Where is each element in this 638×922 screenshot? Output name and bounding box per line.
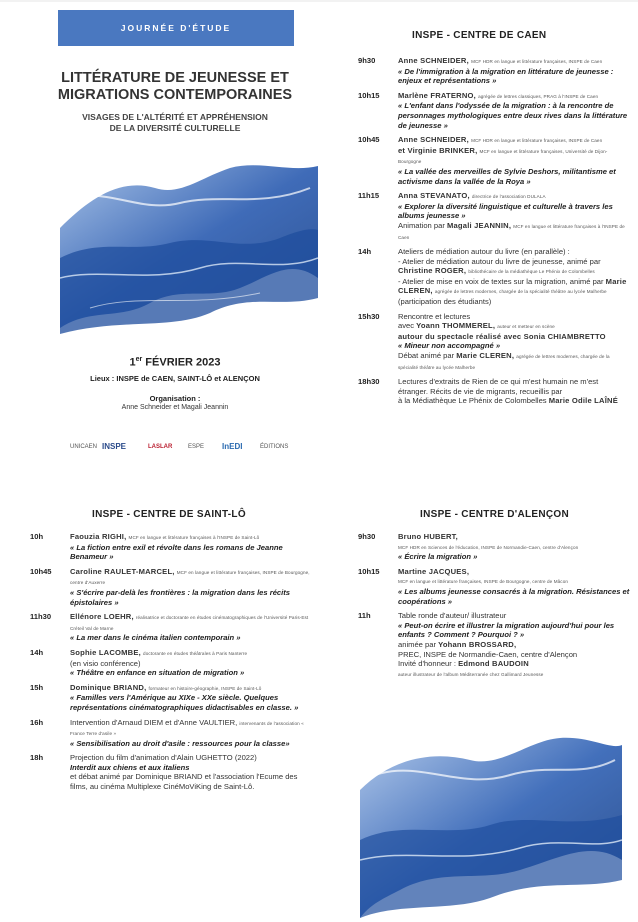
session-line (398, 650, 630, 660)
session-details (70, 532, 312, 562)
programme-row (358, 91, 630, 130)
session-line (398, 532, 630, 542)
speaker-affiliation: formateur en histoire-géographie, INSPE de Saint-Lô (148, 685, 262, 691)
talk-title: « De l'immigration à la migration en littérature de jeunesse : enjeux et représentations » (398, 66, 614, 86)
session-details (70, 648, 312, 678)
line-text: Intervention d'Arnaud DIEM et d'Anne VAULTIER, (70, 717, 238, 727)
speaker-affiliation: agrégée de lettres classiques, PRAG à l'INSPE de Caen (478, 93, 599, 99)
session-details (70, 683, 312, 713)
talk-title: Interdit aux chiens et aux italiens (70, 762, 190, 772)
poster-subtitle (40, 112, 310, 134)
line-text: Invité d'honneur : (398, 659, 457, 669)
speaker-affiliation: MCF HDR en Sciences de l'éducation, INSPE de Normandie-Caen, centre d'Alençon (398, 544, 579, 550)
session-line (70, 683, 312, 694)
line-text: - Atelier de médiation autour du livre de jeunesse, animé par (398, 256, 601, 266)
session-line (398, 542, 630, 553)
session-time: 15h30 (358, 311, 380, 321)
section-title-saint-lo: INSPE - CENTRE DE SAINT-LÔ (92, 509, 246, 520)
session-line (398, 202, 630, 221)
speaker-name: Faouzia RIGHI, (70, 532, 127, 541)
partner-logos (70, 436, 290, 462)
line-text: et débat animé par Dominique BRIAND et l'association l'Ecume des films, au cinéma Multiplexe CinéMoViKing de Saint-Lô. (70, 772, 298, 792)
session-line (398, 257, 630, 277)
section-title-caen: INSPE - CENTRE DE CAEN (412, 30, 547, 41)
talk-title: « Peut-on écrire et illustrer la migration aujourd'hui pour les enfants ? Comment ? Pourquoi ? » (398, 620, 615, 640)
poster-title (40, 70, 310, 104)
session-line (70, 612, 312, 633)
caen-programme (358, 56, 630, 411)
session-time: 9h30 (358, 532, 376, 541)
subtitle-line-2: DE LA DIVERSITÉ CULTURELLE (109, 123, 241, 133)
speaker-affiliation: agrégée de lettres modernes, chargée de la spécialité théâtre au lycée Malherbe (398, 354, 610, 370)
programme-row (358, 611, 630, 679)
speaker-affiliation: directrice de l'association DULALA (471, 194, 546, 200)
session-line (70, 543, 312, 562)
programme-row (358, 312, 630, 373)
speaker-name: Magali JEANNIN, (446, 220, 512, 230)
saint-lo-programme (30, 532, 312, 797)
speaker-name: Yoann THOMMEREL, (416, 321, 496, 331)
session-details (398, 567, 630, 606)
date-day: 1 (129, 356, 136, 369)
speaker-affiliation: bibliothécaire de la médiathèque Le Phénix de Colombelles (468, 269, 595, 275)
speaker-name: autour du spectacle réalisé avec Sonia CHIAMBRETTO (398, 331, 606, 341)
session-time: 10h (30, 532, 44, 541)
session-details (398, 532, 630, 562)
session-line (70, 648, 312, 659)
logo-laslar: LASLAR (148, 444, 173, 450)
session-line (398, 91, 630, 102)
session-line (70, 567, 312, 588)
blue-wave-illustration-bottom (360, 730, 622, 918)
session-line (398, 146, 630, 167)
event-date (40, 356, 310, 369)
speaker-name: Edmond BAUDOIN (458, 659, 529, 669)
session-line (398, 377, 630, 396)
session-line (398, 576, 630, 587)
session-time: 10h15 (358, 566, 380, 576)
organisers: Anne Schneider et Magali Jeannin (121, 404, 229, 411)
session-line (398, 552, 630, 562)
session-details (70, 612, 312, 643)
session-details (70, 718, 312, 749)
talk-title: « L'enfant dans l'odyssée de la migration : à la rencontre de personnages mythologiques entre deux rives dans la littérature de jeunesse » (398, 101, 628, 130)
session-time: 10h45 (358, 135, 380, 145)
speaker-affiliation: auteur illustrateur de l'album Méditerranée chez Gallimard Jeunesse (398, 671, 544, 677)
session-time: 11h (358, 611, 371, 621)
session-line (398, 669, 630, 680)
title-line-1: LITTÉRATURE DE JEUNESSE ET (61, 70, 289, 86)
line-text: Table ronde d'auteur/ illustrateur (398, 611, 507, 621)
programme-row (30, 612, 312, 643)
subtitle-line-1: VISAGES DE L'ALTÉRITÉ ET APPRÉHENSION (82, 112, 268, 122)
speaker-name: Martine JACQUES, (398, 566, 470, 576)
session-details (398, 611, 630, 679)
speaker-name: Dominique BRIAND, (70, 682, 147, 692)
session-time: 16h (30, 717, 44, 727)
session-line (70, 718, 312, 739)
logo-editions: ÉDITIONS (260, 444, 289, 450)
programme-row (358, 191, 630, 242)
event-type-banner: JOURNÉE D'ÉTUDE (58, 10, 294, 46)
line-text: (participation des étudiants) (398, 297, 492, 307)
line-text: avec (398, 321, 415, 331)
session-line (70, 772, 312, 791)
programme-row (358, 135, 630, 186)
session-line (398, 167, 630, 186)
session-line (398, 247, 630, 257)
session-details (70, 567, 312, 607)
line-text: Rencontre et lectures (398, 311, 471, 321)
logo-inedi: InEDI (222, 442, 243, 451)
speaker-name: Sophie LACOMBE, (70, 647, 141, 657)
programme-row (358, 532, 630, 562)
talk-title: « Les albums jeunesse consacrés à la migration. Résistances et coopérations » (398, 586, 630, 606)
line-text: Animation par (398, 220, 445, 230)
speaker-affiliation: MCF en langue et littérature françaises à l'INSPE de Saint-Lô (128, 535, 260, 540)
speaker-name: Anne SCHNEIDER, (398, 56, 469, 65)
speaker-affiliation: intervenants de l'association « France Terre d'asile » (70, 720, 304, 737)
line-text: Débat animé par (398, 351, 455, 361)
talk-title: « Théâtre en enfance en situation de migration » (70, 668, 245, 678)
session-line (398, 621, 630, 640)
programme-row (358, 567, 630, 606)
session-line (398, 191, 630, 202)
speaker-affiliation: MCF en langue et littérature françaises, Université de Dijon-Bourgogne (398, 148, 608, 165)
section-title-alencon: INSPE - CENTRE D'ALENÇON (420, 509, 570, 520)
line-text: à la Médiathèque Le Phénix de Colombelles (398, 396, 547, 406)
programme-row (358, 247, 630, 307)
session-time: 14h (30, 647, 44, 657)
session-line (398, 297, 630, 307)
session-line (398, 341, 630, 351)
session-line (70, 693, 312, 712)
line-text: Projection du film d'animation d'Alain UGHETTO (2022) (70, 753, 257, 763)
session-time: 18h (30, 753, 44, 763)
session-line (398, 312, 630, 322)
line-text: - Atelier de mise en voix de textes sur la migration, animé par (398, 276, 604, 286)
talk-title: « Familles vers l'Amérique au XIXe - XXe siècle. Quelques représentations cinématographiques didactisables en classe. » (70, 693, 299, 712)
session-line (398, 659, 630, 669)
session-time: 11h15 (358, 191, 380, 201)
session-line (398, 351, 630, 372)
programme-row (30, 567, 312, 607)
session-details (398, 247, 630, 307)
title-line-2: MIGRATIONS CONTEMPORAINES (57, 87, 293, 103)
programme-row (30, 753, 312, 791)
talk-title: « La vallée des merveilles de Sylvie Deshors, militantisme et activisme dans la vallée de la Roya » (398, 166, 616, 186)
speaker-name: Marie CLEREN, (398, 276, 627, 296)
session-line (70, 763, 312, 773)
session-line (398, 321, 630, 332)
date-sup: er (135, 356, 143, 363)
session-line (398, 221, 630, 242)
speaker-affiliation: MCF en langue et littérature françaises, INSPE de Bourgogne, centre d'Auxerre (70, 569, 310, 586)
programme-row (30, 648, 312, 678)
logo-unicaen: UNICAEN (70, 444, 98, 450)
speaker-name: Ellénore LOEHR, (70, 612, 134, 622)
talk-title: « Explorer la diversité linguistique et culturelle à travers les albums jeunesse » (398, 201, 613, 221)
speaker-affiliation: MCF en langue et littérature françaises à l'INSPE de Caen (398, 223, 625, 240)
session-time: 10h15 (358, 90, 380, 100)
organisation-label: Organisation : (149, 394, 201, 403)
speaker-affiliation: MCF HDR en langue et littérature françaises, INSPE de Caen (471, 138, 603, 144)
line-text: Lectures d'extraits de Rien de ce qui m'est humain ne m'est étranger. Récits de vie de migrants, recueillis par (398, 377, 599, 396)
speaker-name: Anne SCHNEIDER, (398, 135, 469, 145)
session-line (70, 588, 312, 607)
session-time: 9h30 (358, 56, 376, 65)
session-time: 14h (358, 247, 372, 257)
speaker-affiliation: MCF en langue et littérature françaises, INSPE de Bourgogne, centre de Mâcon (398, 579, 569, 585)
programme-row (30, 718, 312, 749)
event-locations: Lieux : INSPE de CAEN, SAINT-LÔ et ALENÇON (90, 374, 260, 383)
session-line (70, 659, 312, 669)
session-line (70, 532, 312, 543)
speaker-name: et Virginie BRINKER, (398, 145, 478, 155)
session-time: 15h (30, 682, 44, 692)
talk-title: « Sensibilisation au droit d'asile : ressources pour la classe» (70, 738, 290, 748)
speaker-affiliation: réalisatrice et doctorante en études cinématographiques de l'Université Paris-Est Créteil Val de Marne (70, 615, 309, 631)
alencon-programme (358, 532, 630, 684)
speaker-name: Anna STEVANATO, (398, 191, 470, 201)
speaker-affiliation: MCF HDR en langue et littérature françaises, INSPE de Caen (471, 59, 603, 64)
session-line (398, 587, 630, 606)
session-details (398, 91, 630, 130)
programme-row (30, 683, 312, 713)
session-line (398, 56, 630, 67)
session-line (398, 332, 630, 342)
date-month-year: FÉVRIER 2023 (145, 356, 221, 369)
logo-espe: ESPE (188, 444, 205, 450)
session-details (398, 191, 630, 242)
speaker-name: Bruno HUBERT, (398, 532, 458, 541)
session-details (398, 377, 630, 406)
session-line (70, 633, 312, 643)
programme-row (358, 56, 630, 86)
session-line (398, 396, 630, 406)
speaker-name: Marie CLEREN, (456, 351, 515, 361)
speaker-name: Yohann BROSSARD, (438, 639, 517, 649)
speaker-name: Caroline RAULET-MARCEL, (70, 566, 175, 576)
line-text: (en visio conférence) (70, 658, 141, 668)
line-text: animée par (398, 639, 436, 649)
session-line (398, 135, 630, 146)
speaker-name: Christine ROGER, (398, 266, 467, 276)
session-line (398, 567, 630, 577)
session-time: 11h30 (30, 612, 52, 622)
speaker-affiliation: agrégée de lettres modernes, chargée de la spécialité théâtre au lycée Malherbe (434, 289, 607, 295)
session-line (398, 101, 630, 130)
session-line (398, 640, 630, 650)
programme-row (358, 377, 630, 406)
talk-title: « Mineur non accompagné » (398, 341, 501, 351)
session-details (70, 753, 312, 791)
speaker-affiliation: auteur et metteur en scène (497, 324, 555, 330)
line-text: Ateliers de médiation autour du livre (en parallèle) : (398, 247, 570, 257)
blue-wave-illustration (60, 158, 318, 334)
line-text: PREC, INSPE de Normandie-Caen, centre d'Alençon (398, 649, 578, 659)
talk-title: « S'écrire par-delà les frontières : la migration dans les récits épistolaires » (70, 587, 291, 607)
session-line (70, 753, 312, 763)
session-time: 18h30 (358, 377, 380, 387)
session-details (398, 312, 630, 373)
talk-title: « La mer dans le cinéma italien contemporain » (70, 633, 241, 643)
talk-title: « Écrire la migration » (398, 552, 478, 562)
session-details (398, 56, 630, 86)
session-line (398, 611, 630, 621)
session-details (398, 135, 630, 186)
session-line (398, 67, 630, 86)
speaker-name: Marie Odile LAÎNÉ (548, 396, 618, 406)
session-time: 10h45 (30, 566, 52, 576)
session-line (70, 668, 312, 678)
talk-title: « La fiction entre exil et révolte dans les romans de Jeanne Benameur » (70, 542, 283, 562)
speaker-name: Marlène FRATERNO, (398, 90, 476, 100)
session-line (70, 739, 312, 749)
programme-row (30, 532, 312, 562)
logo-inspe: INSPE (102, 442, 127, 451)
speaker-affiliation: doctorante en études théâtrales à Paris Nanterre (143, 650, 248, 656)
session-line (398, 277, 630, 297)
